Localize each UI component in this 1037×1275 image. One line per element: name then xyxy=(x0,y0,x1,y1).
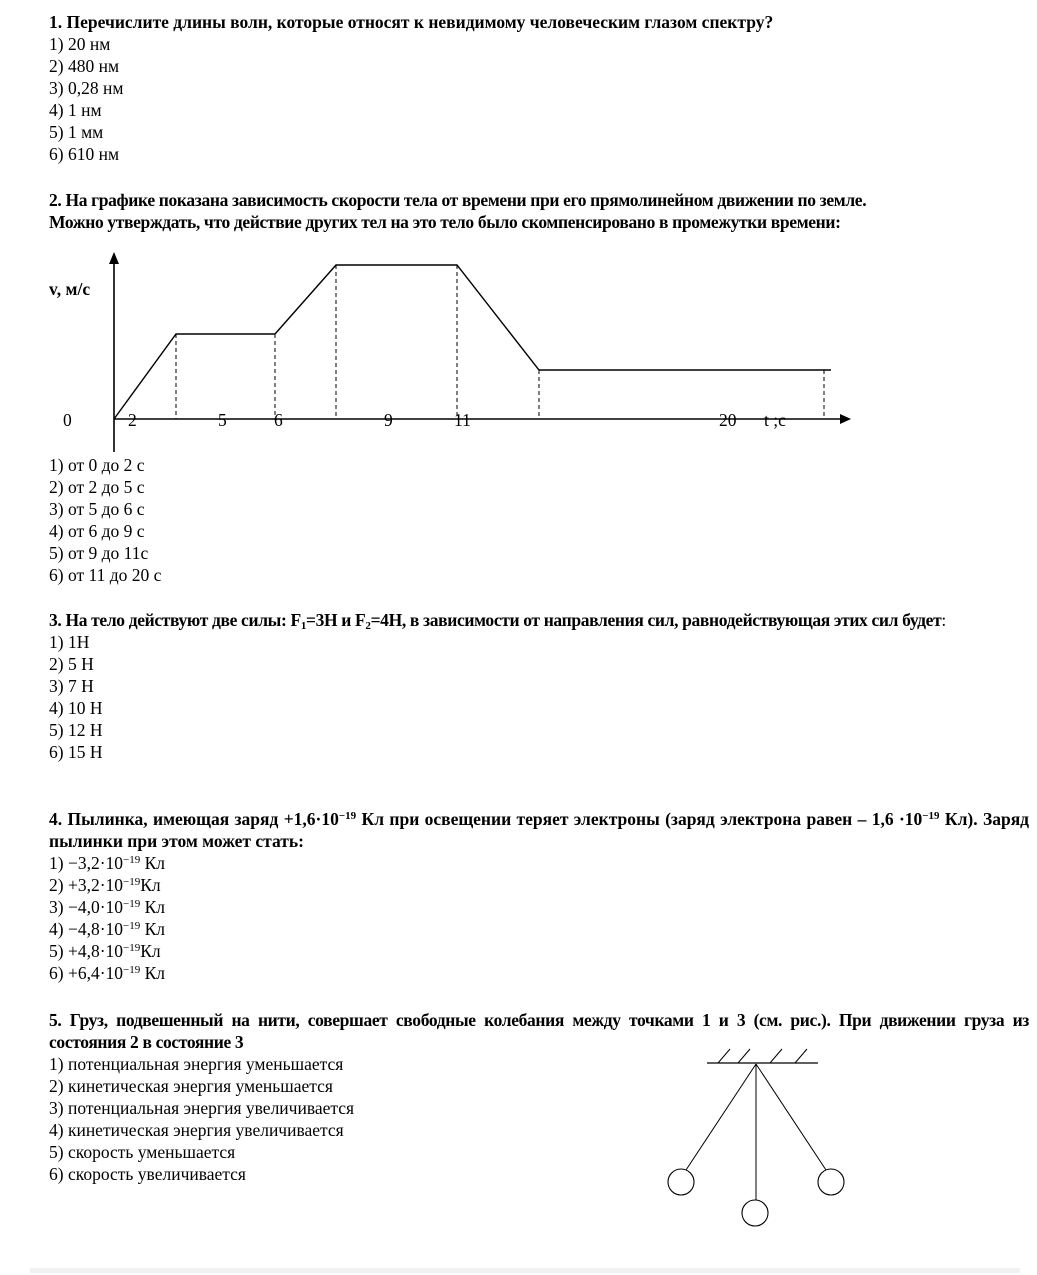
question-2-option-4: 4) от 6 до 9 с xyxy=(49,521,145,541)
question-4-option-2: $2) +3,2\cdot 10^{-19}Кл$ xyxy=(49,875,161,895)
question-4-option-3: $3) -4,0\cdot 10^{-19}$ Кл xyxy=(49,897,166,917)
x-axis-label: t ;с xyxy=(764,410,786,430)
question-5-title: 5. Груз, подвешенный на нити, совершает свободные колебания между точками 1 и 3 (см. рис.). При движении груза из состояния 2 в состояние 3 xyxy=(49,1010,1029,1052)
question-4-option-6: $6) +6,4\cdot 10^{-19}$ Кл xyxy=(49,963,166,983)
question-2-option-2: 2) от 2 до 5 с xyxy=(49,477,145,497)
tick-label-5: 5 xyxy=(218,410,227,430)
tick-label-20: 20 xyxy=(719,410,737,430)
question-3-option-4: 4) 10 Н xyxy=(49,698,103,718)
question-1-option-3: 3) 0,28 нм xyxy=(49,78,124,98)
question-3-option-5: 5) 12 Н xyxy=(49,720,103,740)
question-5-option-4: 4) кинетическая энергия увеличивается xyxy=(49,1120,344,1140)
ceiling-hatching-icon xyxy=(718,1049,807,1063)
cut-off-text-strip xyxy=(30,1268,1020,1273)
question-3-option-2: 2) 5 Н xyxy=(49,654,94,674)
question-1-option-4: 4) 1 нм xyxy=(49,100,102,120)
question-2-option-6: 6) от 11 до 20 с xyxy=(49,565,162,585)
question-4-option-1: $1) -3,2\cdot 10^{-19}$ Кл xyxy=(49,853,166,873)
question-2-title: 2. На графике показана зависимость скорости тела от времени при его прямолинейном движении по земле. Можно утверждать, что действие других тел на это тело было скомпенсировано в промежутки времени: xyxy=(49,190,867,232)
question-1-title: 1. Перечислите длины волн, которые относят к невидимому человеческим глазом спектру? xyxy=(49,12,774,32)
question-3-option-6: 6) 15 Н xyxy=(49,742,103,762)
y-axis-label: v, м/с xyxy=(49,279,91,299)
tick-label-6: 6 xyxy=(274,410,283,430)
bob-position-2 xyxy=(742,1200,768,1226)
tick-label-2: 2 xyxy=(128,410,137,430)
question-4-option-5: $5) +4,8\cdot 10^{-19}Кл$ xyxy=(49,941,161,961)
bob-position-3 xyxy=(818,1169,844,1195)
question-5-option-6: 6) скорость увеличивается xyxy=(49,1164,246,1184)
question-5-option-1: 1) потенциальная энергия уменьшается xyxy=(49,1054,344,1074)
question-2-option-1: 1) от 0 до 2 с xyxy=(49,455,145,475)
bob-position-1 xyxy=(668,1169,694,1195)
question-2-option-3: 3) от 5 до 6 с xyxy=(49,499,145,519)
question-1-option-6: 6) 610 нм xyxy=(49,144,120,164)
question-3-option-3: 3) 7 Н xyxy=(49,676,94,696)
question-3-option-1: 1) 1Н xyxy=(49,632,90,652)
origin-label: 0 xyxy=(63,410,72,430)
tick-label-11: 11 xyxy=(454,410,471,430)
question-5-option-2: 2) кинетическая энергия уменьшается xyxy=(49,1076,333,1096)
question-5-option-5: 5) скорость уменьшается xyxy=(49,1142,236,1162)
question-3-title: 3. На тело действуют две силы: $F_1=3Н$ и $F_2=4Н$, в зависимости от направления сил, равнодействующая этих сил будет: xyxy=(49,610,946,632)
question-2-option-5: 5) от 9 до 11с xyxy=(49,543,149,563)
string-left xyxy=(686,1064,756,1170)
question-1-option-5: 5) 1 мм xyxy=(49,122,104,142)
question-1-option-1: 1) 20 нм xyxy=(49,34,111,54)
question-4-title: 4. Пылинка, имеющая заряд $+1,6\cdot 10^{-19}$ Кл при освещении теряет электроны (заряд электрона равен – $1,6 \cdot 10^{-19}$ Кл). Заряд пылинки при этом может стать: xyxy=(49,809,1030,851)
question-4-option-4: $4) -4,8\cdot 10^{-19}$ Кл xyxy=(49,919,166,939)
question-1-option-2: 2) 480 нм xyxy=(49,56,120,76)
question-5-option-3: 3) потенциальная энергия увеличивается xyxy=(49,1098,355,1118)
tick-label-9: 9 xyxy=(384,410,393,430)
string-right xyxy=(756,1064,826,1170)
